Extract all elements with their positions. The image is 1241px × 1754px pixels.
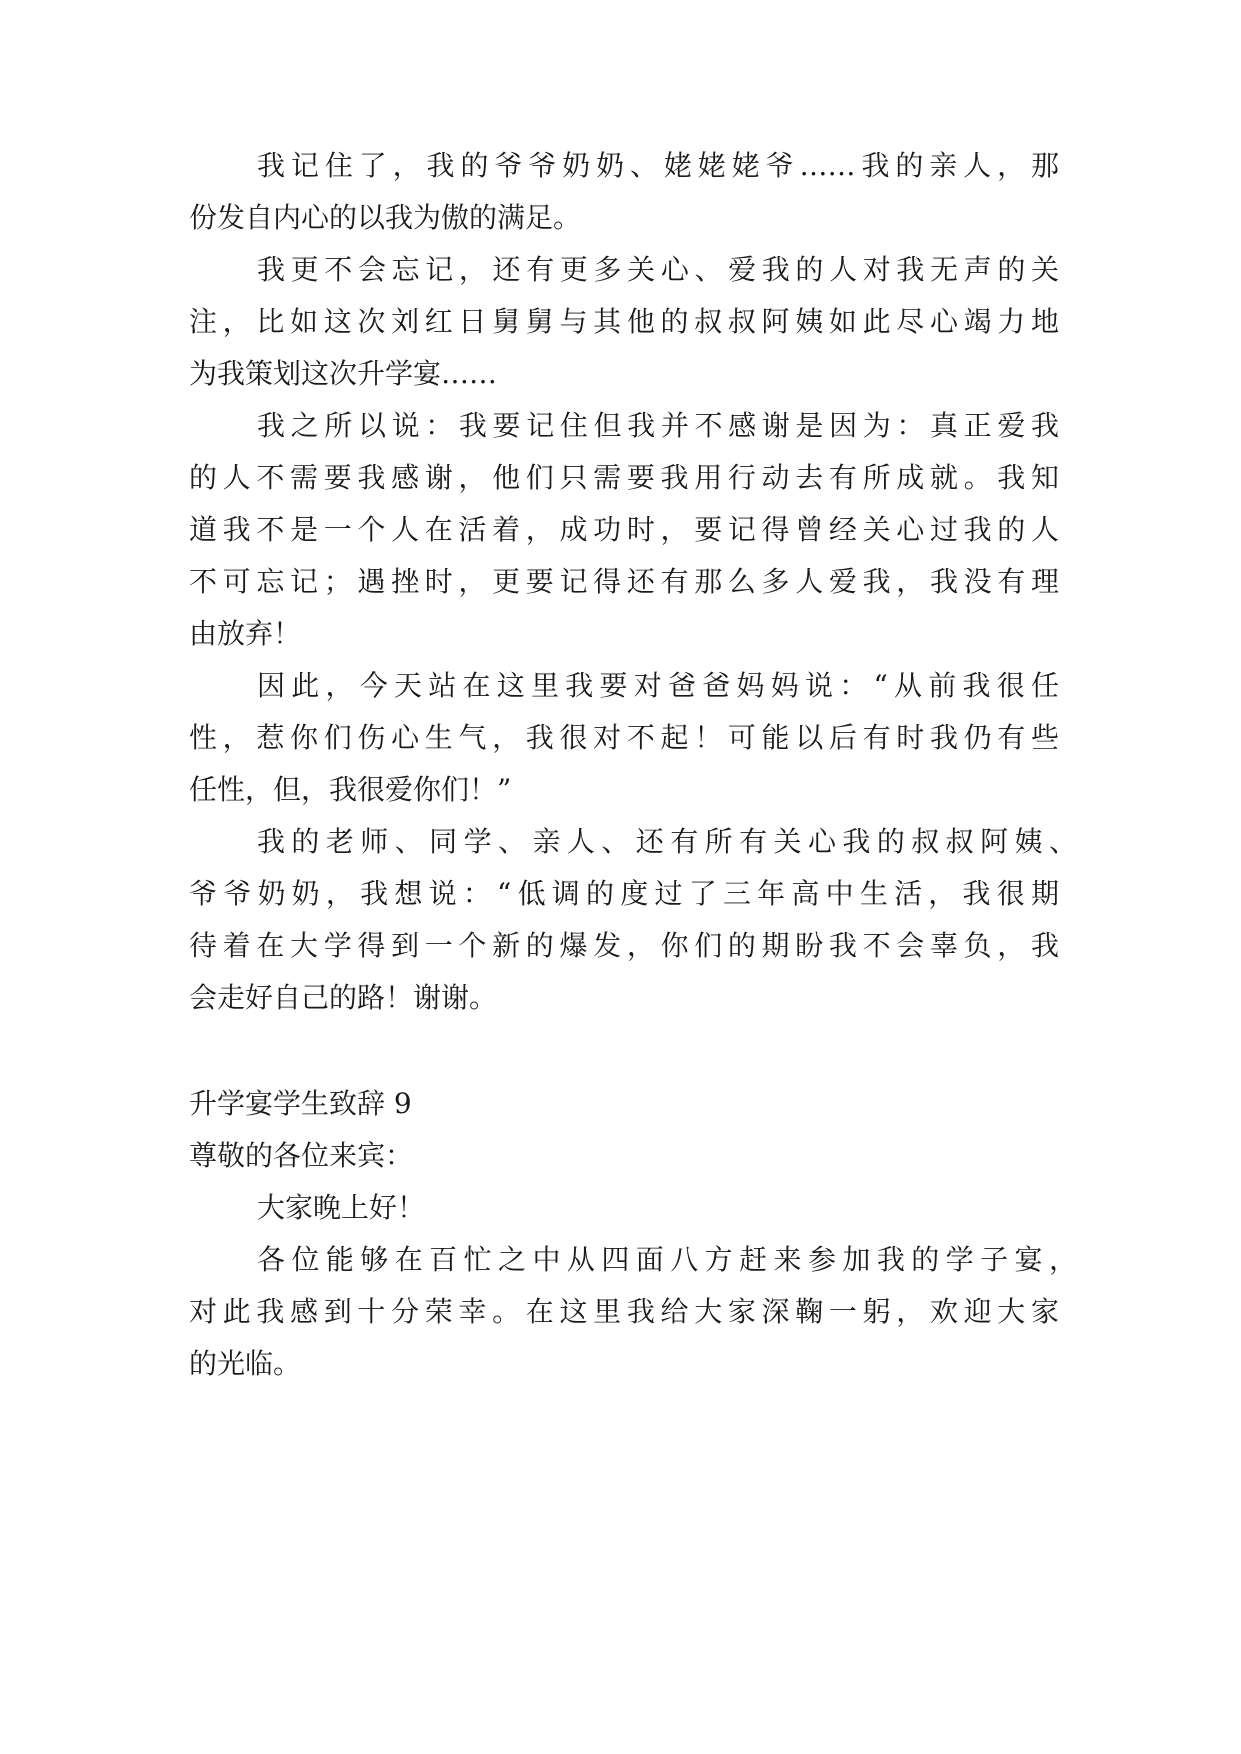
paragraph-line: 份发自内心的以我为傲的满足。 (189, 201, 582, 234)
paragraph-line: 我之所以说：我要记住但我并不感谢是因为：真正爱我 (257, 409, 1059, 442)
paragraph-line: 道我不是一个人在活着，成功时，要记得曾经关心过我的人 (189, 513, 1059, 546)
paragraph-line: 待着在大学得到一个新的爆发，你们的期盼我不会辜负，我 (189, 929, 1059, 962)
paragraph-line: 因此，今天站在这里我要对爸爸妈妈说：“从前我很任 (257, 669, 1059, 702)
paragraph-line: 会走好自己的路！谢谢。 (189, 981, 498, 1014)
paragraph-line: 由放弃！ (189, 617, 302, 650)
greeting: 大家晚上好！ (257, 1191, 426, 1224)
paragraph-line: 注，比如这次刘红日舅舅与其他的叔叔阿姨如此尽心竭力地 (189, 305, 1059, 338)
paragraph-line: 的人不需要我感谢，他们只需要我用行动去有所成就。我知 (189, 461, 1059, 494)
paragraph-line: 任性，但，我很爱你们！” (189, 773, 512, 806)
paragraph-line: 对此我感到十分荣幸。在这里我给大家深鞠一躬，欢迎大家 (189, 1295, 1059, 1328)
paragraph-line: 性，惹你们伤心生气，我很对不起！可能以后有时我仍有些 (189, 721, 1059, 754)
section-title: 升学宴学生致辞 9 (189, 1087, 412, 1120)
paragraph-line: 爷爷奶奶，我想说：“低调的度过了三年高中生活，我很期 (189, 877, 1059, 910)
paragraph-line: 我的老师、同学、亲人、还有所有关心我的叔叔阿姨、 (257, 825, 1077, 858)
paragraph-line: 的光临。 (189, 1347, 302, 1380)
paragraph-line: 为我策划这次升学宴…… (189, 357, 498, 390)
paragraph-line: 我更不会忘记，还有更多关心、爱我的人对我无声的关 (257, 253, 1059, 286)
paragraph-line: 不可忘记；遇挫时，更要记得还有那么多人爱我，我没有理 (189, 565, 1059, 598)
paragraph-line: 我记住了，我的爷爷奶奶、姥姥姥爷……我的亲人，那 (257, 149, 1059, 182)
salutation: 尊敬的各位来宾： (189, 1139, 414, 1172)
paragraph-line: 各位能够在百忙之中从四面八方赶来参加我的学子宴， (257, 1243, 1077, 1276)
